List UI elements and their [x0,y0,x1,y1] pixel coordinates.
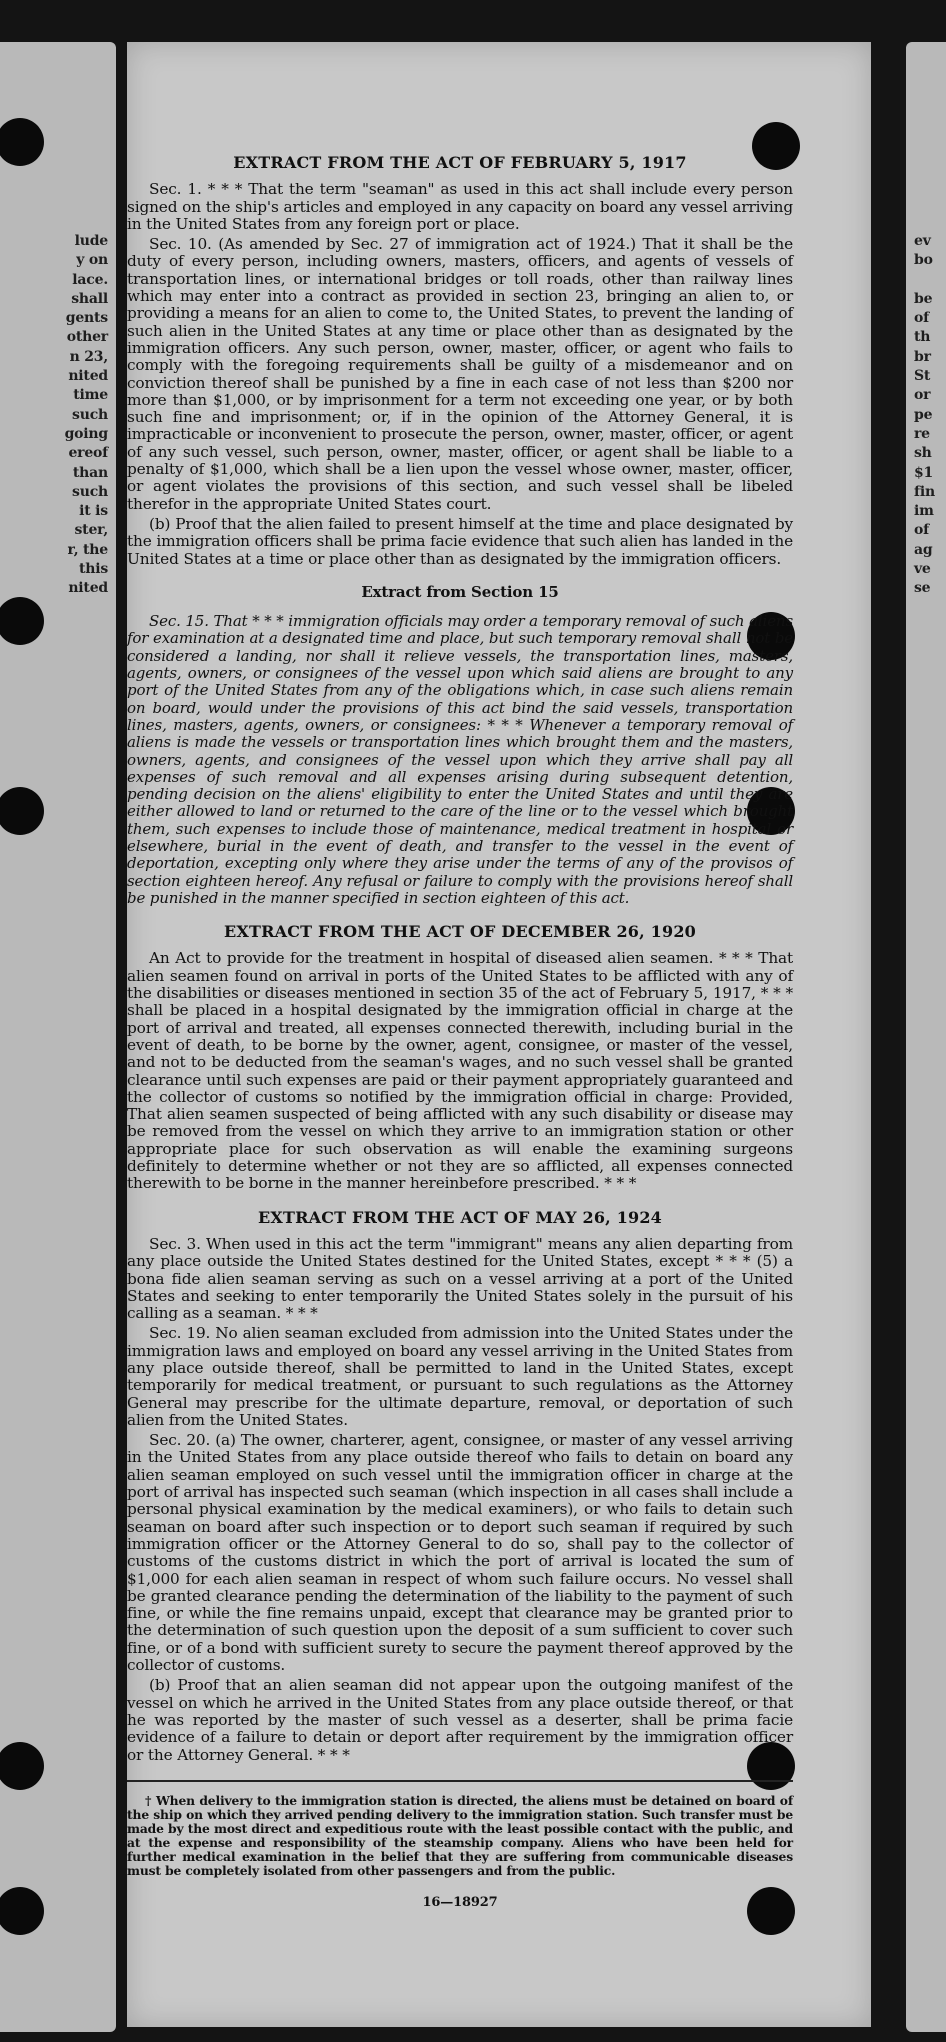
binder-hole [0,1887,44,1935]
binder-hole [0,787,44,835]
adjacent-page-right [906,42,946,2032]
binder-hole [0,597,44,645]
section-20-a: Sec. 20. (a) The owner, charterer, agent, consignee, or master of any vessel arriving in the United States from any place outside thereof who fails to detain on board any alien seaman employed on such vessel until the immigration officer in charge at the port of arrival has inspected such seaman (which inspection in all cases shall include a personal physical examination by the medical examiners), or who fails to detain such seaman on board after such inspection or to deport such seaman if required by such immigration officer or the Attorney General to do so, shall pay to the collector of customs of the customs district in which the port of arrival is located the sum of $1,000 for each alien seaman in respect of whom such failure occurs. No vessel shall be granted clearance pending the determination of the liability to the payment of such fine, or while the fine remains unpaid, except that clearance may be granted prior to the determination of such question upon the deposit of a sum sufficient to cover such fine, or of a bond with sufficient surety to secure the payment thereof approved by the collector of customs. [127,1431,793,1675]
act-1920-text: An Act to provide for the treatment in hospital of diseased alien seamen. * * * That alien seamen found on arrival in ports of the United States to be afflicted with any of the disabilities or diseases mentioned in section 35 of the act of February 5, 1917, * * * shall be placed in a hospital designated by the immigration official in charge at the port of arrival and treated, all expenses connected therewith, including burial in the event of death, to be borne by the owner, agent, consignee, or master of the vessel, and not to be deducted from the seaman's wages, and no such vessel shall be granted clearance until such expenses are paid or their payment appropriately guaranteed and the collector of customs so notified by the immigration official in charge: Provided, That alien seamen suspected of being afflicted with any such disability or disease may be removed from the vessel on which they arrive to an immigration station or other appropriate place for such observation as will enable the examining surgeons definitely to determine whether or not they are so afflicted, all expenses connected therewith to be borne in the manner hereinbefore prescribed. * * * [127,949,793,1193]
section-3: Sec. 3. When used in this act the term "immigrant" means any alien departing from any place outside the United States destined for the United States, except * * * (5) a bona fide alien seaman serving as such on a vessel arriving at a port of the United States and seeking to enter temporarily the United States solely in the pursuit of his calling as a seaman. * * * [127,1234,793,1323]
heading-act-1917: EXTRACT FROM THE ACT OF FEBRUARY 5, 1917 [233,153,687,172]
heading-section-15: Extract from Section 15 [361,582,559,601]
adjacent-page-left [0,42,116,2032]
heading-act-1924: EXTRACT FROM THE ACT OF MAY 26, 1924 [257,1207,663,1227]
binder-hole [0,1742,44,1790]
footnote: † When delivery to the immigration station is directed, the aliens must be detained on board of the ship on which they arrived pending delivery to the immigration station. Such transfer must be made by the most direct and expeditious route with the least possible contact with the public, and at the expense and responsibility of the steamship company. Aliens who have been held for further medical examination in the belief that they are suffering from communicable diseases must be completely isolated from other passengers and from the public. [127,1793,793,1879]
heading-act-1920: EXTRACT FROM THE ACT OF DECEMBER 26, 1920 [223,922,697,942]
section-15: Sec. 15. That * * * immigration officials may order a temporary removal of such aliens for examination at a designated time and place, but such temporary removal shall not be considered a landing, nor shall it relieve vessels, the transportation lines, masters, agents, owners, or consignees of the vessel upon which said aliens are brought to any port of the United States from any of the obligations which, in case such aliens remain on board, would under the provisions of this act bind the said vessels, transportation lines, masters, agents, owners, or consignees: * * * Whenever a temporary removal of aliens is made the vessels or transportation lines which brought them and the masters, owners, agents, and consignees of the vessel upon which they arrive shall pay all expenses of such removal and all expenses arising during subsequent detention, pending decision on the aliens' eligibility to enter the United States and until they are either allowed to land or returned to the care of the line or to the vessel which brought them, such expenses to include those of maintenance, medical treatment in hospital or elsewhere, burial in the event of death, and transfer to the vessel in the event of deportation, excepting only where they arise under the terms of any of the provisos of section eighteen hereof. Any refusal or failure to comply with the provisions hereof shall be punished in the manner specified in section eighteen of this act. [127,612,793,907]
binder-hole [0,118,44,166]
page-identifier: 16—18927 [422,1895,498,1911]
section-20-b: (b) Proof that an alien seaman did not appear upon the outgoing manifest of the vessel on which he arrived in the United States from any place outside thereof, or that he was reported by the master of such vessel as a deserter, shall be prima facie evidence of a failure to detain or deport after requirement by the immigration officer or the Attorney General. * * * [127,1676,793,1764]
adjacent-page-right-text: ev bo be of th br St or pe re sh $1 fin im of ag ve se [914,233,935,597]
section-1: Sec. 1. * * * That the term "seaman" as used in this act shall include every person signed on the ship's articles and employed in any capacity on board any vessel arriving in the United States from any foreign port or place. [127,180,793,233]
section-19: Sec. 19. No alien seaman excluded from admission into the United States under the immigration laws and employed on board any vessel arriving in the United States from any place outside thereof, shall be permitted to land in the United States, except temporarily for medical treatment, or pursuant to such regulations as the Attorney General may prescribe for the ultimate departure, removal, or deportation of such alien from the United States. [127,1324,793,1429]
footnote-divider [127,1780,793,1782]
document-text [127,148,793,1911]
section-10: Sec. 10. (As amended by Sec. 27 of immigration act of 1924.) That it shall be the duty of every person, including owners, masters, officers, and agents of vessels of transportation lines, or international bridges or toll roads, other than railway lines which may enter into a contract as provided in section 23, bringing an alien to, or providing a means for an alien to come to, the United States, to prevent the landing of such alien in the United States at any time or place other than as designated by the immigration officers. Any such person, owner, master, officer, or agent who fails to comply with the foregoing requirements shall be guilty of a misdemeanor and on conviction thereof shall be punished by a fine in each case of not less than $200 nor more than $1,000, or by imprisonment for a term not exceeding one year, or by both such fine and imprisonment; or, if in the opinion of the Attorney General, it is impracticable or inconvenient to prosecute the person, owner, master, officer, or agent of any such vessel, such person, owner, master, officer, or agent shall be liable to a penalty of $1,000, which shall be a lien upon the vessel whose owner, master, officer, or agent violates the provisions of this section, and such vessel shall be libeled therefor in the appropriate United States court. [127,235,793,513]
adjacent-page-left-text: lude y on lace. shall gents other n 23, nited time such going ereof than such it is ster, r, the this nited [64,233,108,597]
section-10-b: (b) Proof that the alien failed to present himself at the time and place designated by the immigration officers shall be prima facie evidence that such alien has landed in the United States at a time or place other than as designated by the immigration officers. [127,514,793,568]
